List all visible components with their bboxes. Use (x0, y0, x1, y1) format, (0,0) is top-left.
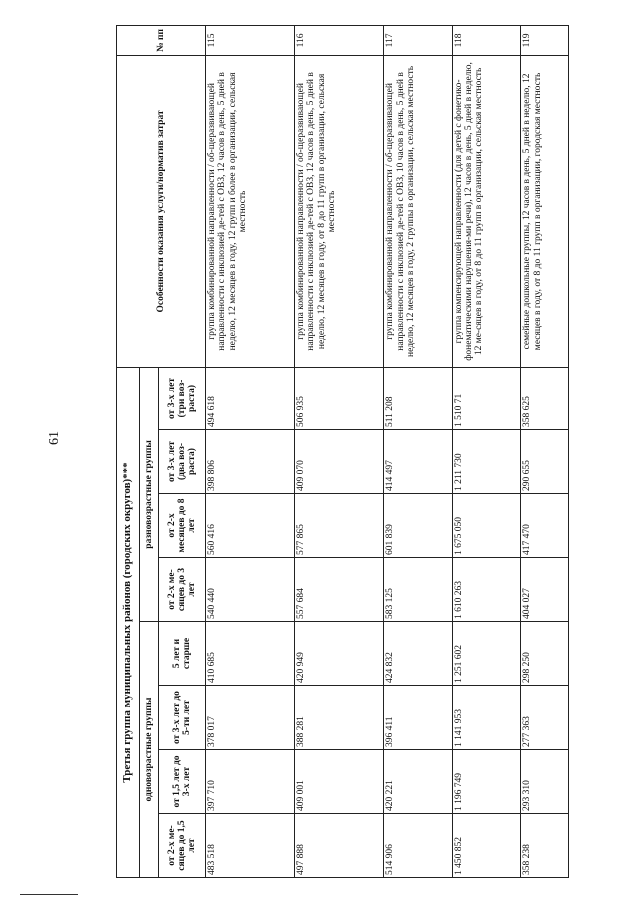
value-cell: 511 208 (384, 367, 452, 429)
age-header: 5 лет и старше (159, 622, 206, 686)
value-cell: 409 001 (295, 750, 384, 814)
table-title: Третья группа муниципальных районов (городских округов)*** (117, 367, 140, 877)
value-cell: 1 675 050 (452, 494, 520, 558)
value-cell: 557 684 (295, 558, 384, 622)
value-cell: 293 310 (521, 750, 569, 814)
row-description: группа компенсирующей направленности (для детей с фонетико-фонематическими нарушения-ми речи), 12 часов в день, 5 дней в неделю, 12 ме-сяцев в году, от 8 до 11 групп в организации, сельская местность (452, 55, 520, 367)
value-cell: 378 017 (206, 686, 295, 750)
value-cell: 417 470 (521, 494, 569, 558)
value-cell: 1 196 749 (452, 750, 520, 814)
value-cell: 358 625 (521, 367, 569, 429)
value-cell: 420 221 (384, 750, 452, 814)
value-cell: 424 832 (384, 622, 452, 686)
table-row (295, 25, 384, 877)
value-cell: 290 655 (521, 430, 569, 494)
table-row (452, 25, 520, 877)
value-cell: 601 839 (384, 494, 452, 558)
value-cell: 298 250 (521, 622, 569, 686)
row-number: 118 (452, 25, 520, 55)
header-row-title (117, 25, 140, 877)
value-cell: 277 363 (521, 686, 569, 750)
group-single-header: одновозрастные группы (140, 622, 159, 878)
value-cell: 396 411 (384, 686, 452, 750)
age-header: от 2-х ме-сяцев до 1,5 лет (159, 814, 206, 878)
value-cell: 540 440 (206, 558, 295, 622)
row-description: группа комбинированной направленности / об-щеразвивающей направленности с инклюзией де-тей с ОВЗ, 12 часов в день, 5 дней в неделю, 12 месяцев в году, 12 групп и более в организации, сельская местность (206, 55, 295, 367)
value-cell: 506 935 (295, 367, 384, 429)
age-header: от 2-х месяцев до 8 лет (159, 494, 206, 558)
value-cell: 397 710 (206, 750, 295, 814)
age-header: от 1,5 лет до 3-х лет (159, 750, 206, 814)
table-row (384, 25, 452, 877)
value-cell: 1 610 263 (452, 558, 520, 622)
col-desc-header: Особенности оказания услуги/норматив затрат (117, 55, 206, 367)
page-number: 61 (47, 431, 62, 445)
table-row (521, 25, 569, 877)
row-description: группа комбинированной направленности / об-щеразвивающей направленности с инклюзией де-тей с ОВЗ, 10 часов в день, 5 дней в неделю, 12 месяцев в году, 2 группы в организации, сельская местность (384, 55, 452, 367)
col-no-header: № пп (117, 25, 206, 55)
row-number: 119 (521, 25, 569, 55)
value-cell: 514 906 (384, 814, 452, 878)
rotated-table-container (116, 26, 569, 878)
row-number: 115 (206, 25, 295, 55)
value-cell: 409 070 (295, 430, 384, 494)
value-cell: 358 238 (521, 814, 569, 878)
row-description: семейные дошкольные группы, 12 часов в день, 5 дней в неделю, 12 месяцев в году, от 8 до 11 групп в организации, городская местность (521, 55, 569, 367)
age-header: от 3-х лет (три воз-раста) (159, 367, 206, 429)
value-cell: 1 450 852 (452, 814, 520, 878)
value-cell: 1 211 730 (452, 430, 520, 494)
age-header: от 3-х лет до 5-ти лет (159, 686, 206, 750)
value-cell: 388 281 (295, 686, 384, 750)
value-cell: 560 416 (206, 494, 295, 558)
age-header: от 2-х ме-сяцев до 3 лет (159, 558, 206, 622)
row-number: 116 (295, 25, 384, 55)
tariff-table (116, 25, 569, 878)
value-cell: 577 865 (295, 494, 384, 558)
table-wrapper (116, 26, 569, 878)
age-header: от 3-х лет (два воз-раста) (159, 430, 206, 494)
footer-rule (20, 894, 78, 895)
value-cell: 483 518 (206, 814, 295, 878)
value-cell: 494 618 (206, 367, 295, 429)
value-cell: 398 806 (206, 430, 295, 494)
row-description: группа комбинированной направленности / об-щеразвивающей направленности с инклюзией де-тей с ОВЗ, 12 часов в день, 5 дней в неделю, 12 месяцев в году, от 8 до 11 групп в организации, сельская местность (295, 55, 384, 367)
value-cell: 583 125 (384, 558, 452, 622)
value-cell: 1 251 602 (452, 622, 520, 686)
value-cell: 414 497 (384, 430, 452, 494)
group-mixed-header: разновозрастные группы (140, 367, 159, 621)
value-cell: 410 685 (206, 622, 295, 686)
table-row (206, 25, 295, 877)
value-cell: 1 141 953 (452, 686, 520, 750)
value-cell: 497 888 (295, 814, 384, 878)
value-cell: 420 949 (295, 622, 384, 686)
value-cell: 404 027 (521, 558, 569, 622)
value-cell: 1 510 71 (452, 367, 520, 429)
row-number: 117 (384, 25, 452, 55)
